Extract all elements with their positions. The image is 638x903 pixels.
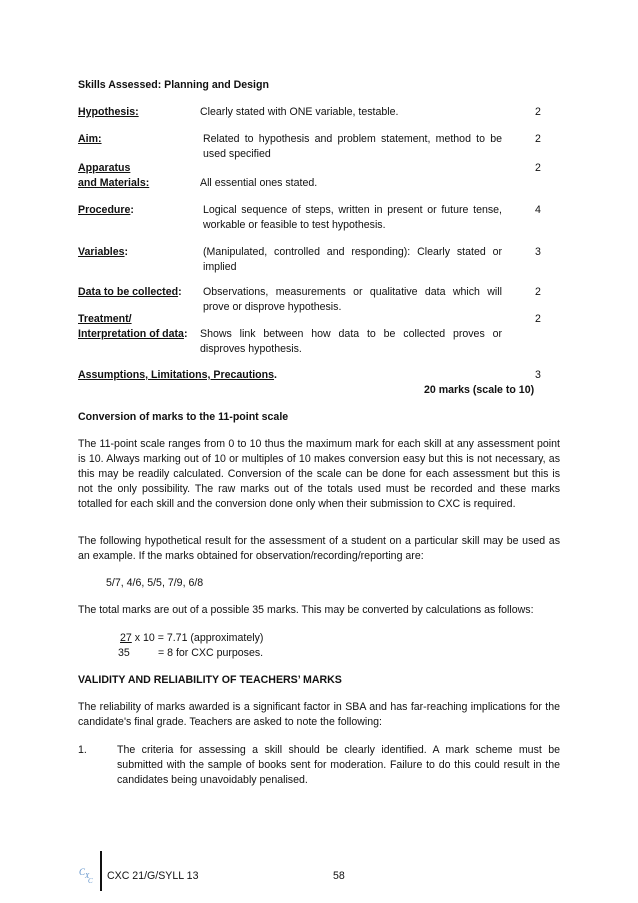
- criterion-label-data-suffix: :: [178, 286, 182, 298]
- criterion-desc-data: Observations, measurements or qualitative data which will prove or disprove hypothesis.: [203, 286, 502, 313]
- paragraph-total: The total marks are out of a possible 35 marks. This may be converted by calculations as follows:: [78, 604, 534, 616]
- calc-line-1: [117, 631, 263, 646]
- criterion-label-materials: and Materials:: [78, 177, 150, 189]
- criterion-label-data-text: Data to be collected: [78, 286, 179, 298]
- svg-text:X: X: [85, 872, 90, 880]
- calc-line-2: = 8 for CXC purposes.: [158, 647, 264, 659]
- criterion-label-variables: [78, 245, 128, 260]
- section-heading: Skills Assessed: Planning and Design: [78, 79, 269, 91]
- svg-text:C: C: [88, 877, 93, 884]
- criterion-desc-aim: Related to hypothesis and problem statement, method to be used specified: [203, 133, 502, 160]
- criterion-label-procedure-suffix: :: [130, 204, 134, 216]
- calc-line-1-rest: x 10 = 7.71 (approximately): [131, 632, 264, 644]
- criterion-desc-treatment: Shows link between how data to be collected proves or disproves hypothesis.: [200, 328, 502, 355]
- paragraph-example: The following hypothetical result for the assessment of a student on a particular skill may be used as an example. If the marks obtained for observation/recording/reporting are:: [78, 535, 560, 562]
- criterion-label-procedure-text: Procedure: [78, 204, 131, 216]
- criterion-label-interpretation-suffix: :: [183, 328, 188, 340]
- criterion-mark-variables: 3: [535, 246, 541, 258]
- calc-denominator: 35: [118, 647, 130, 659]
- criterion-mark-assumptions: 3: [535, 369, 541, 381]
- criterion-label-apparatus: Apparatus: [78, 162, 131, 174]
- criterion-label-aim: Aim:: [78, 133, 102, 145]
- criterion-label-data: [78, 285, 182, 300]
- page-number: 58: [333, 870, 345, 882]
- criterion-label-treatment: Treatment/: [78, 313, 132, 325]
- criterion-label-procedure: [78, 203, 134, 218]
- list-item-text: The criteria for assessing a skill should be clearly identified. A mark scheme must be submitted with the sample of books sent for moderation. Failure to do this could result in the candidates being unavoidably penalised.: [117, 744, 560, 786]
- paragraph-reliability: The reliability of marks awarded is a significant factor in SBA and has far-reaching implications for the candidate's final grade. Teachers are asked to note the following:: [78, 701, 560, 728]
- criterion-mark-aim: 2: [535, 133, 541, 145]
- criterion-label-interpretation: [78, 327, 187, 342]
- svg-text:C: C: [79, 867, 86, 877]
- criterion-mark-procedure: 4: [535, 204, 541, 216]
- criterion-desc-hypothesis: Clearly stated with ONE variable, testable.: [200, 106, 399, 118]
- criterion-mark-hypothesis: 2: [535, 106, 541, 118]
- criterion-label-assumptions-suffix: .: [274, 369, 277, 381]
- criterion-label-variables-text: Variables: [78, 246, 125, 258]
- marks-list: 5/7, 4/6, 5/5, 7/9, 6/8: [106, 577, 204, 589]
- criterion-desc-variables: (Manipulated, controlled and responding): Clearly stated or implied: [203, 246, 502, 273]
- criterion-mark-treatment: 2: [535, 313, 541, 325]
- total-marks: 20 marks (scale to 10): [424, 384, 535, 396]
- list-item-number: 1.: [78, 744, 87, 756]
- criterion-mark-data: 2: [535, 286, 541, 298]
- criterion-label-assumptions-text: Assumptions, Limitations, Precautions: [78, 369, 275, 381]
- footer-code: CXC 21/G/SYLL 13: [107, 870, 199, 882]
- criterion-label-interpretation-text: Interpretation of data: [78, 328, 184, 340]
- criterion-label-variables-suffix: :: [124, 246, 129, 258]
- paragraph-conversion: The 11-point scale ranges from 0 to 10 thus the maximum mark for each skill at any assessment point is 10. Always marking out of 10 or multiples of 10 makes conversion easy but this is not necessary, as this may be readily calculated. Conversion of the scale can be done for each assessment but this is not the only possibility. The raw marks out of the totals used must be recorded and these marks totalled for each skill and the conversion done only when their submission to CXC is required.: [78, 438, 560, 510]
- criterion-label-assumptions: [78, 368, 277, 383]
- footer-divider: [100, 851, 102, 891]
- conversion-heading: Conversion of marks to the 11-point scale: [78, 411, 289, 423]
- validity-heading: VALIDITY AND RELIABILITY OF TEACHERS’ MARKS: [78, 674, 342, 686]
- cxc-logo-icon: [79, 866, 95, 884]
- criterion-mark-apparatus: 2: [535, 162, 541, 174]
- calc-numerator: 27: [120, 632, 132, 644]
- criterion-label-hypothesis: Hypothesis:: [78, 106, 139, 118]
- criterion-desc-procedure: Logical sequence of steps, written in present or future tense, workable or feasible to test hypothesis.: [203, 204, 502, 231]
- criterion-desc-apparatus: All essential ones stated.: [200, 177, 318, 189]
